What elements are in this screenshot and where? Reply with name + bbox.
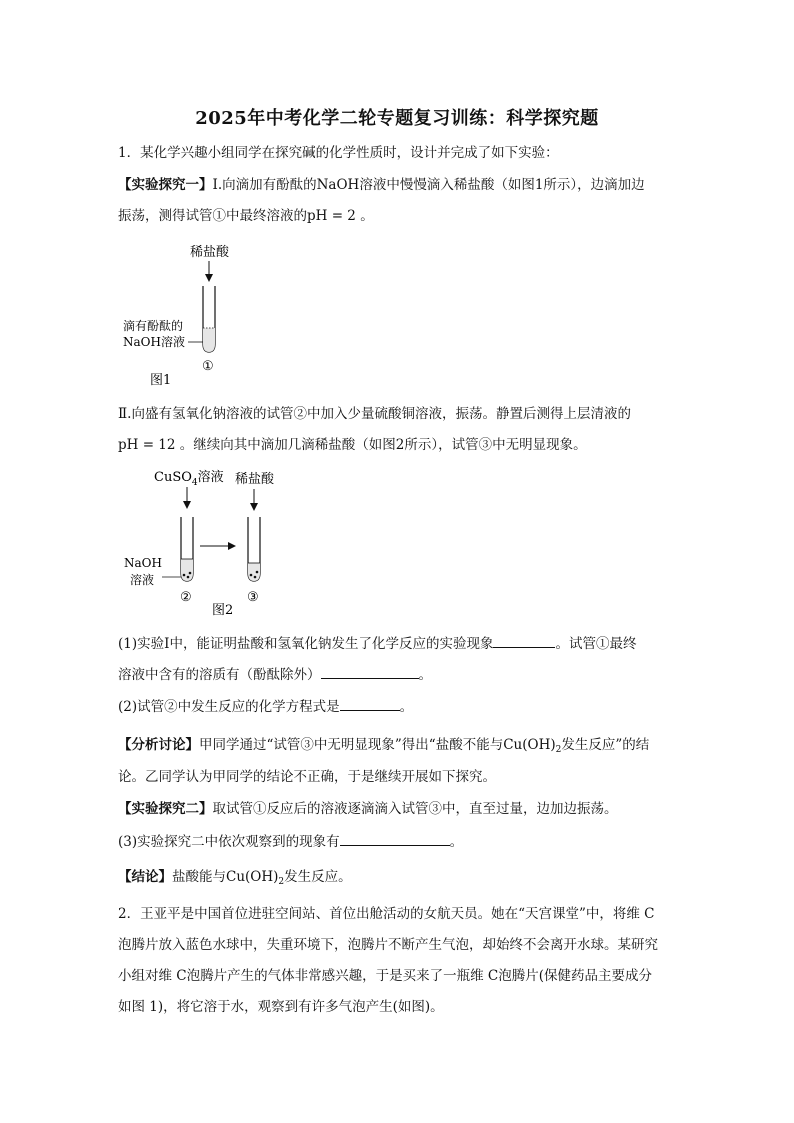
q1-intro: 1．某化学兴趣小组同学在探究碱的化学性质时，设计并完成了如下实验： xyxy=(118,145,559,161)
q1-sub1-line1: (1)实验Ⅰ中，能证明盐酸和氢氧化钠发生了化学反应的实验现象 。试管①最终 xyxy=(118,636,637,652)
answer-blank-2[interactable] xyxy=(321,665,419,679)
fig2-label-line2: 溶液 xyxy=(130,573,155,587)
fig2-tube-left-number: ② xyxy=(180,590,192,605)
explore1-tag: 【实验探究一】 xyxy=(118,177,213,193)
answer-blank-3[interactable] xyxy=(340,697,400,711)
fig2-tube-right-number: ③ xyxy=(247,590,259,605)
fig1-tube-number: ① xyxy=(202,359,214,374)
fig2-reagent-left: CuSO$_4$溶液 xyxy=(154,470,224,488)
q1-analysis-line1: 【分析讨论】甲同学通过“试管③中无明显现象”得出“盐酸不能与$Cu(OH)_2$发生反应”的结 xyxy=(118,737,650,755)
fig1-reagent-label: 稀盐酸 xyxy=(190,245,230,260)
q2-line4: 如图 1)，将它溶于水，观察到有许多气泡产生(如图)。 xyxy=(118,999,444,1015)
q1-sub1-line2: 溶液中含有的溶质有（酚酞除外） 。 xyxy=(118,667,432,683)
fig2-caption: 图2 xyxy=(212,603,234,618)
figure-1 xyxy=(118,240,268,390)
q1-analysis-line2: 论。乙同学认为甲同学的结论不正确，于是继续开展如下探究。 xyxy=(118,769,496,785)
q1-conclusion: 【结论】盐酸能与$Cu(OH)_2$发生反应。 xyxy=(118,869,352,887)
fig1-label-line2: NaOH溶液 xyxy=(123,335,185,349)
q1-explore2: 【实验探究二】取试管①反应后的溶液逐滴滴入试管③中，直至过量，边加边振荡。 xyxy=(118,801,618,817)
q1-step2-line1: Ⅱ.向盛有氢氧化钠溶液的试管②中加入少量硫酸铜溶液，振荡。静置后测得上层清液的 xyxy=(118,406,631,422)
q1-sub3: (3)实验探究二中依次观察到的现象有 。 xyxy=(118,834,464,850)
fig1-liquid xyxy=(203,328,215,352)
answer-blank-1[interactable] xyxy=(493,634,555,648)
document-title: 2025年中考化学二轮专题复习训练：科学探究题 xyxy=(195,108,599,129)
q1-explore1-line1 xyxy=(118,176,678,194)
q1-sub2: (2)试管②中发生反应的化学方程式是 。 xyxy=(118,699,414,715)
explore1-text-a: Ⅰ.向滴加有酚酞的NaOH溶液中慢慢滴入稀盐酸（如图1所示），边滴加边 xyxy=(212,177,645,193)
fig2-reagent-right: 稀盐酸 xyxy=(235,472,275,487)
q2-line1: 2．王亚平是中国首位进驻空间站、首位出舱活动的女航天员。她在“天宫课堂”中，将维 C xyxy=(118,906,655,922)
q2-line2: 泡腾片放入蓝色水球中，失重环境下，泡腾片不断产生气泡，却始终不会离开水球。某研究 xyxy=(118,937,658,953)
fig1-label-line1: 滴有酚酞的 xyxy=(123,319,184,333)
fig1-arrow-head xyxy=(205,274,213,282)
q1-step2-line2: pH = 12 。继续向其中滴加几滴稀盐酸（如图2所示），试管③中无明显现象。 xyxy=(118,437,587,453)
figure-2 xyxy=(118,465,298,620)
fig2-label-line1: NaOH xyxy=(124,556,162,570)
q2-line3: 小组对维 C泡腾片产生的气体非常感兴趣，于是买来了一瓶维 C泡腾片(保健药品主要成分 xyxy=(118,968,653,984)
fig1-caption: 图1 xyxy=(150,373,172,388)
q1-explore1-line2: 振荡，测得试管①中最终溶液的pH = 2 。 xyxy=(118,208,374,224)
answer-blank-4[interactable] xyxy=(340,832,450,846)
